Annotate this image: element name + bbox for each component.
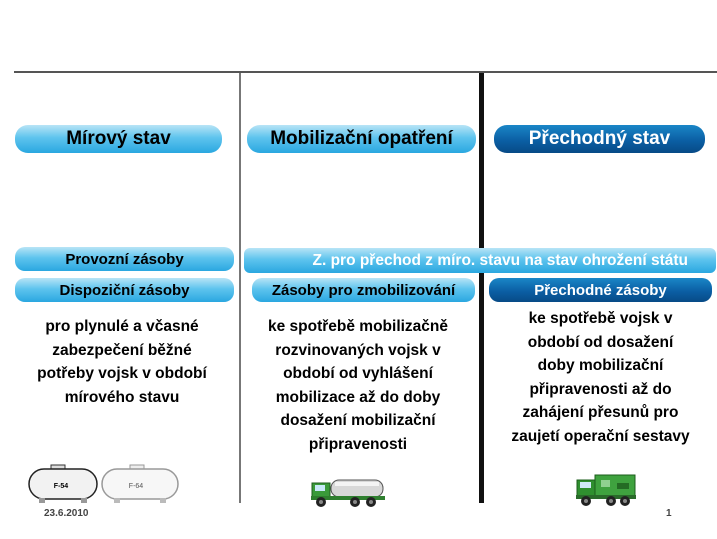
column-divider-2 — [479, 73, 484, 503]
description-line: připravenosti až do — [529, 380, 672, 398]
header-mobilization-measures: Mobilizační opatření — [247, 125, 476, 153]
description-line: doby mobilizační — [537, 357, 664, 374]
description-mobilization — [245, 315, 471, 456]
transitional-stock-label: Přechodné zásoby — [489, 278, 712, 302]
description-line: mírového stavu — [64, 388, 180, 406]
description-line: připravenosti — [308, 435, 408, 453]
tank2-label: F-64 — [128, 483, 144, 490]
operational-stock-label: Provozní zásoby — [15, 247, 234, 271]
page-number: 1 — [666, 508, 672, 519]
description-line: zabezpečení běžné — [52, 341, 192, 359]
description-line: potřeby vojsk v období — [37, 365, 207, 382]
tank1-label: F-54 — [53, 483, 69, 490]
description-line: rozvinovaných vojsk v — [275, 341, 441, 359]
description-transition — [489, 307, 712, 448]
fuel-tank-icon — [100, 464, 180, 504]
top-divider-line — [14, 71, 717, 73]
description-line: zaujetí operační sestavy — [511, 427, 690, 445]
description-line: období od dosažení — [527, 333, 674, 351]
footer-date: 23.6.2010 — [44, 508, 89, 519]
description-line: zahájení přesunů pro — [522, 404, 679, 421]
description-line: dosažení mobilizační — [280, 412, 436, 429]
description-peace — [15, 315, 229, 409]
header-peace-state: Mírový stav — [15, 125, 222, 153]
transfer-stock-banner: Z. pro přechod z míro. stavu na stav ohrožení státu — [244, 248, 716, 273]
description-line: mobilizace až do doby — [275, 388, 441, 406]
fuel-tank-icon — [27, 464, 99, 504]
military-truck-icon — [573, 471, 639, 507]
tanker-truck-icon — [309, 474, 387, 508]
description-line: období od vyhlášení — [283, 365, 433, 382]
mobilized-stock-label: Zásoby pro zmobilizování — [252, 278, 475, 302]
description-line: ke spotřebě vojsk v — [528, 310, 673, 327]
header-transition-state: Přechodný stav — [494, 125, 705, 153]
description-line: ke spotřebě mobilizačně — [267, 318, 449, 335]
description-line: pro plynulé a včasné — [45, 318, 199, 335]
disposal-stock-label: Dispoziční zásoby — [15, 278, 234, 302]
column-divider-1 — [239, 73, 241, 503]
